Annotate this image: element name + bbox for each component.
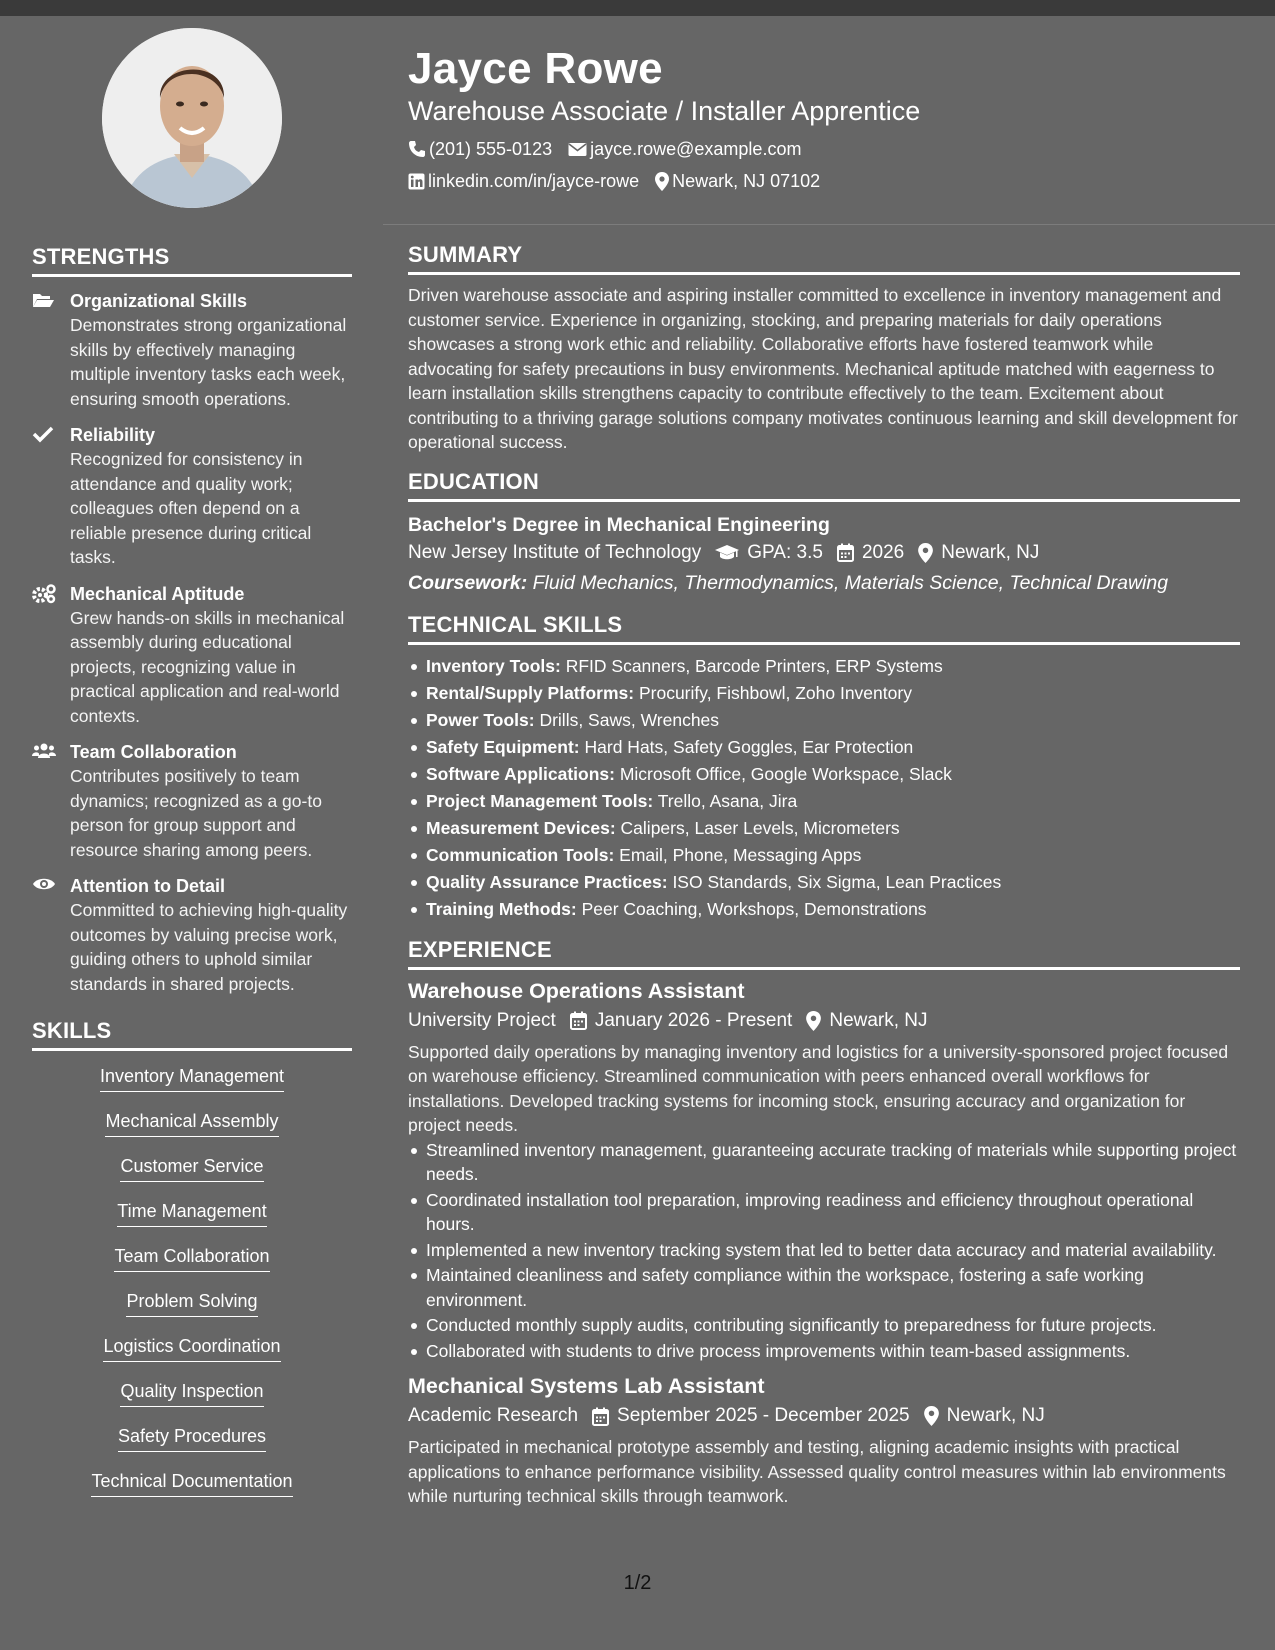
list-item: Communication Tools: Email, Phone, Messaging Apps [408, 842, 1240, 869]
gears-icon [32, 582, 70, 729]
top-bar [0, 0, 1275, 16]
list-item: Implemented a new inventory tracking system that led to better data accuracy and material availability. [408, 1238, 1240, 1263]
education-year: 2026 [861, 541, 905, 563]
list-item: Software Applications: Microsoft Office, Google Workspace, Slack [408, 761, 1240, 788]
contact-linkedin[interactable]: linkedin.com/in/jayce-rowe [408, 168, 639, 194]
job-location: Newark, NJ [829, 1009, 928, 1031]
strength-desc: Contributes positively to team dynamics; recognized as a go-to person for group support and resource sharing among peers. [70, 766, 322, 860]
candidate-name: Jayce Rowe [408, 44, 663, 93]
contact-email[interactable]: jayce.rowe@example.com [568, 136, 801, 162]
strength-desc: Committed to achieving high-quality outcomes by valuing precise work, guiding others to uphold similar standards in shared projects. [70, 900, 348, 994]
users-icon [32, 740, 70, 862]
contact-row [408, 168, 1238, 194]
graduation-cap-icon [715, 544, 739, 562]
job-bullets [408, 1138, 1240, 1364]
job-org: Academic Research [408, 1405, 579, 1426]
map-pin-icon [924, 1406, 939, 1426]
job-title: Mechanical Systems Lab Assistant [408, 1374, 765, 1398]
job-dates: September 2025 - December 2025 [617, 1405, 910, 1426]
skill-item: Safety Procedures [32, 1423, 352, 1468]
summary-text: Driven warehouse associate and aspiring installer committed to excellence in inventory management and customer service. Experience in organizing, stocking, and preparing materials for daily operations showcases a strong work ethic and reliability. Collaborative efforts have fostered teamwork while advocating for safety precautions in busy environments. Mechanical aptitude matched with eagerness to learn installation skills strengthens capacity to contribute effectively to the team. Excitement about contributing to a thriving garage solutions company motivates continuous learning and skill development for operational success. [408, 285, 1238, 452]
resume-header [408, 42, 1238, 194]
map-pin-icon [655, 172, 669, 191]
list-item: Collaborated with students to drive process improvements within team-based assignments. [408, 1339, 1240, 1364]
page-number: 1/2 [623, 1572, 652, 1594]
left-column [32, 28, 352, 1513]
candidate-role: Warehouse Associate / Installer Apprentice [408, 96, 921, 126]
skill-item: Mechanical Assembly [32, 1108, 352, 1153]
skill-item: Logistics Coordination [32, 1333, 352, 1378]
calendar-icon [592, 1407, 609, 1426]
job-org: University Project [408, 1009, 556, 1031]
list-item: Conducted monthly supply audits, contributing significantly to preparedness for future projects. [408, 1313, 1240, 1338]
education-gpa: GPA: 3.5 [747, 541, 823, 563]
skill-item: Customer Service [32, 1153, 352, 1198]
list-item: Measurement Devices: Calipers, Laser Levels, Micrometers [408, 815, 1240, 842]
contact-row [408, 136, 1238, 162]
list-item: Streamlined inventory management, guaranteeing accurate tracking of materials while supporting project needs. [408, 1138, 1240, 1187]
strengths-heading: STRENGTHS [32, 244, 352, 277]
skill-item: Technical Documentation [32, 1468, 352, 1513]
map-pin-icon [918, 543, 933, 563]
experience-heading: EXPERIENCE [408, 937, 1240, 970]
summary-heading: SUMMARY [408, 242, 1240, 275]
envelope-icon [568, 142, 587, 157]
education-degree: Bachelor's Degree in Mechanical Engineering [408, 513, 830, 536]
folder-open-icon [32, 289, 70, 411]
list-item: Inventory Tools: RFID Scanners, Barcode Printers, ERP Systems [408, 653, 1240, 680]
calendar-icon [837, 543, 854, 562]
list-item: Training Methods: Peer Coaching, Workshops, Demonstrations [408, 896, 1240, 923]
strength-title: Organizational Skills [70, 291, 248, 311]
strength-title: Team Collaboration [70, 742, 237, 762]
list-item: Safety Equipment: Hard Hats, Safety Goggles, Ear Protection [408, 734, 1240, 761]
education-heading: EDUCATION [408, 469, 1240, 502]
skill-item: Time Management [32, 1198, 352, 1243]
skill-item: Team Collaboration [32, 1243, 352, 1288]
main-column [408, 242, 1240, 1509]
check-icon [32, 423, 70, 570]
list-item: Maintained cleanliness and safety compliance within the workspace, fostering a safe working environment. [408, 1263, 1240, 1312]
job-meta [408, 1006, 1240, 1036]
skill-item: Quality Inspection [32, 1378, 352, 1423]
strength-item [32, 740, 352, 862]
strength-item [32, 582, 352, 729]
education-coursework: Coursework: Fluid Mechanics, Thermodynamics, Materials Science, Technical Drawing [408, 571, 1169, 594]
skill-item: Inventory Management [32, 1063, 352, 1108]
calendar-icon [570, 1011, 587, 1030]
job-summary: Supported daily operations by managing inventory and logistics for a university-sponsored project focused on warehouse efficiency. Streamlined communication with peers enhanced overall workflows for installations. Developed tracking systems for incoming stock, ensuring accuracy and organization for project needs. [408, 1041, 1229, 1135]
strength-title: Reliability [70, 425, 156, 445]
strength-title: Mechanical Aptitude [70, 583, 245, 604]
skill-item: Problem Solving [32, 1288, 352, 1333]
education-meta [408, 538, 1240, 568]
header-divider [383, 224, 1275, 225]
education-location: Newark, NJ [941, 541, 1040, 563]
linkedin-icon [408, 173, 425, 190]
skills-heading: SKILLS [32, 1018, 352, 1051]
strength-desc: Demonstrates strong organizational skills by effectively managing multiple inventory tasks each week, ensuring smooth operations. [70, 315, 347, 409]
strength-item [32, 289, 352, 411]
phone-icon [408, 140, 426, 158]
contact-phone[interactable]: (201) 555-0123 [408, 136, 552, 162]
strength-item [32, 874, 352, 996]
strength-item [32, 423, 352, 570]
strengths-list [32, 289, 352, 996]
strength-desc: Grew hands-on skills in mechanical assembly during educational projects, recognizing value in practical application and real-world contexts. [70, 607, 345, 726]
strength-title: Attention to Detail [70, 876, 225, 896]
eye-icon [32, 874, 70, 996]
skills-list [32, 1063, 352, 1513]
list-item: Power Tools: Drills, Saws, Wrenches [408, 707, 1240, 734]
map-pin-icon [806, 1011, 821, 1031]
profile-photo [102, 28, 282, 208]
technical-skills-list [408, 653, 1240, 923]
job-title: Warehouse Operations Assistant [408, 978, 745, 1003]
list-item: Coordinated installation tool preparation, improving readiness and efficiency throughout operational hours. [408, 1188, 1240, 1237]
job-dates: January 2026 - Present [594, 1009, 793, 1031]
job-meta [408, 1401, 1240, 1431]
job-location: Newark, NJ [946, 1405, 1045, 1426]
contact-location: Newark, NJ 07102 [655, 168, 820, 194]
education-school: New Jersey Institute of Technology [408, 541, 702, 563]
technical-skills-heading: TECHNICAL SKILLS [408, 612, 1240, 645]
list-item: Project Management Tools: Trello, Asana, Jira [408, 788, 1240, 815]
job-summary: Participated in mechanical prototype assembly and testing, aligning academic insights with practical applications to enhance performance visibility. Assessed quality control measures within lab environments while nurturing technical skills through teamwork. [408, 1437, 1226, 1506]
list-item: Rental/Supply Platforms: Procurify, Fishbowl, Zoho Inventory [408, 680, 1240, 707]
strength-desc: Recognized for consistency in attendance and quality work; colleagues often depend on a reliable presence during critical tasks. [70, 449, 312, 567]
list-item: Quality Assurance Practices: ISO Standards, Six Sigma, Lean Practices [408, 869, 1240, 896]
